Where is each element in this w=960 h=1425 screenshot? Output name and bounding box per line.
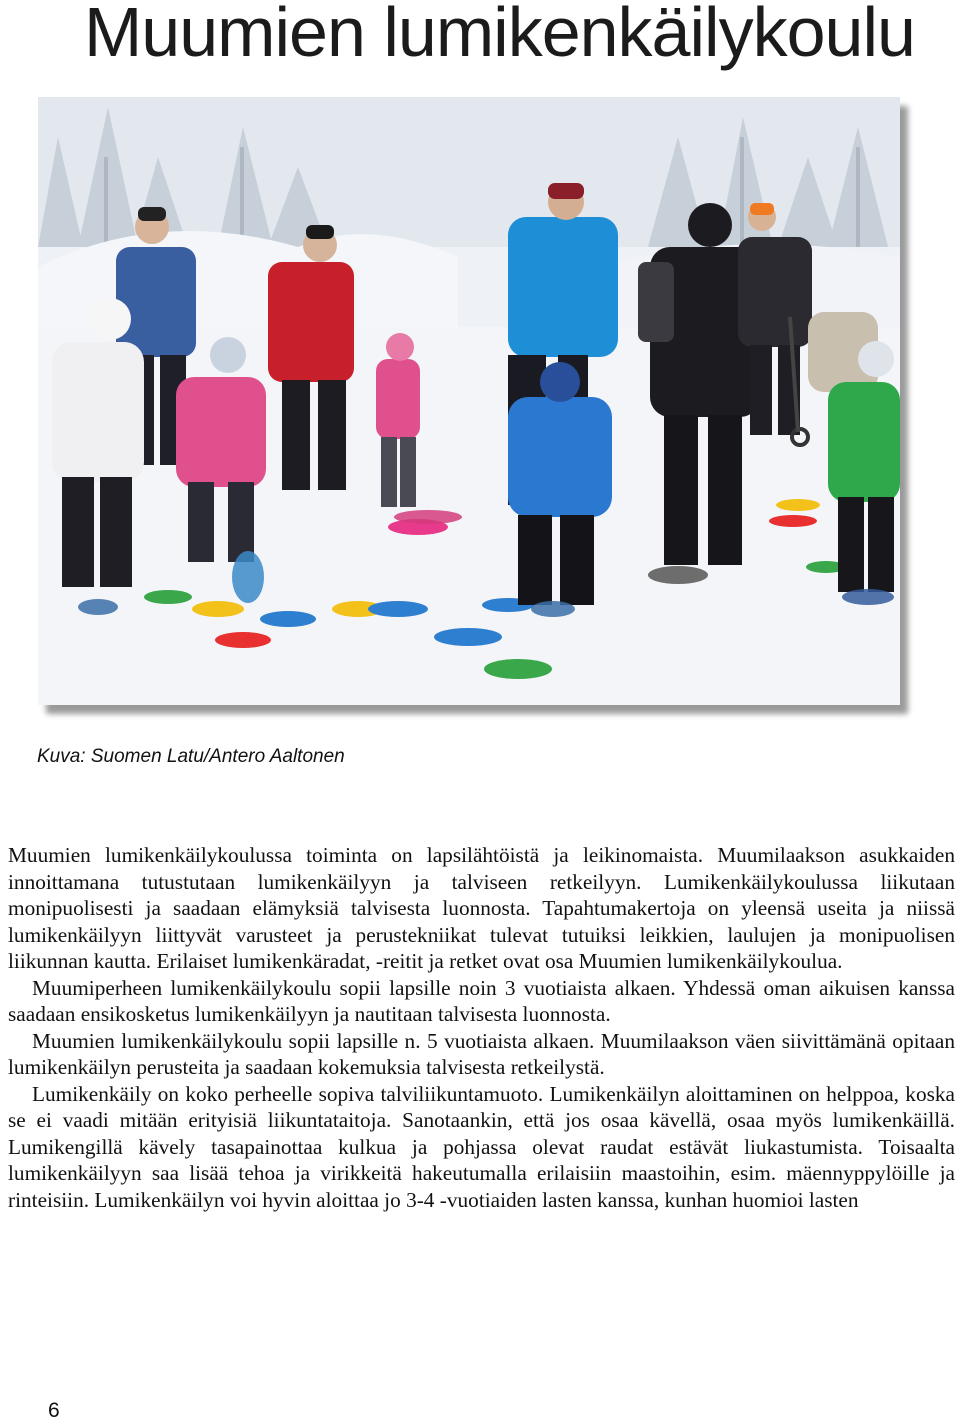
snowshoe-class-photo [38, 97, 900, 705]
page-number: 6 [48, 1399, 60, 1422]
paragraph: Muumiperheen lumikenkäilykoulu sopii lapsille noin 3 vuotiaista alkaen. Yhdessä oman aikuisen kanssa saadaan ensikosketus lumikenkäilyyn ja nautitaan talvisesta luonnosta. [8, 975, 955, 1026]
paragraph: Muumien lumikenkäilykoulussa toiminta on lapsilähtöistä ja leikinomaista. Muumilaakson asukkaiden innoittamana tutustutaan lumikenkäilyyn ja talviseen retkeilyyn. Lumikenkäilykoulussa liikutaan monipuolisesti ja saadaan elämyksiä talvisesta luonnosta. Tapahtumakertoja on yleensä useita ja niissä lumikenkäilyyn liittyvät varusteet ja perustekniikat tulevat tutuiksi leikkien, laulujen ja monipuolisen liikunnan kautta. Erilaiset lumikenkäradat, -reitit ja retket ovat osa Muumien lumikenkäilykoulua. [8, 843, 955, 973]
article-body [8, 842, 955, 1213]
paragraph: Lumikenkäily on koko perheelle sopiva talviliikuntamuoto. Lumikenkäilyn aloittaminen on helppoa, koska se ei vaadi mitään erityisiä liikuntataitoja. Sanotaankin, että jos osaa kävellä, osaa myös lumikenkäillä. Lumikengillä kävely tasapainottaa kulkua ja pohjassa olevat raudat estävät liukastumista. Toisaalta lumikenkäilyyn saa lisää tehoa ja virikkeitä hakeutumalla erilaisiin maastoihin, esim. mäennyppylöille ja rinteisiin. Lumikenkäilyn voi hyvin aloittaa jo 3-4 -vuotiaiden lasten kanssa, kunhan huomioi lasten [8, 1081, 955, 1212]
photo-illustration [38, 97, 900, 705]
page-title: Muumien lumikenkäilykoulu [84, 0, 915, 71]
paragraph: Muumien lumikenkäilykoulu sopii lapsille n. 5 vuotiaista alkaen. Muumilaakson väen siivittämänä opitaan lumikenkäilyn perusteita ja saadaan kokemuksia talvisesta retkeilystä. [8, 1028, 955, 1079]
photo-caption: Kuva: Suomen Latu/Antero Aaltonen [37, 746, 345, 767]
